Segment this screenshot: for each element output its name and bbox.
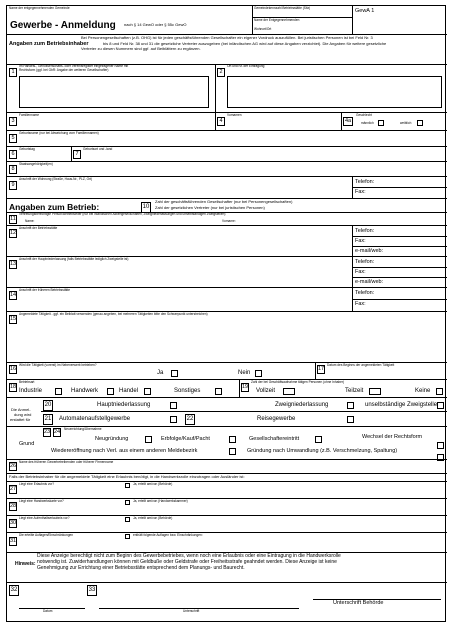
wechsel-rechtsform-checkbox[interactable] bbox=[437, 442, 444, 449]
field-13-label: Anschrift der Hauptniederlassung (falls Betriebsstätte lediglich Zweigstelle ist) bbox=[19, 257, 129, 261]
field-30-ja-checkbox[interactable] bbox=[125, 517, 130, 522]
field-4a-label: Geschlecht bbox=[356, 113, 372, 117]
betriebsart-sonstiges-checkbox[interactable] bbox=[215, 388, 222, 395]
hauptniederlassung-label: Hauptniederlassung bbox=[97, 402, 151, 408]
personen-teilzeit-label: Teilzeit bbox=[345, 388, 364, 394]
betriebsart-industrie-label: Industrie bbox=[19, 388, 43, 394]
female-checkbox[interactable] bbox=[417, 120, 423, 126]
unterschrift-line bbox=[99, 608, 299, 609]
betriebsart-industrie-checkbox[interactable] bbox=[55, 388, 62, 395]
betriebsart-handwerk-checkbox[interactable] bbox=[107, 388, 114, 395]
unterschrift-behoerde-label: Unterschrift Behörde bbox=[333, 600, 384, 606]
betrieb-heading: Angaben zum Betrieb: bbox=[9, 202, 100, 212]
field-23-label: Neuerrichtung/Übernahme bbox=[64, 427, 102, 431]
field-7-label: Geburtsort und -land bbox=[83, 147, 113, 151]
field-2-input[interactable] bbox=[227, 76, 442, 108]
field-number-30: 30 bbox=[10, 520, 17, 526]
hinweis-label: Hinweis: bbox=[15, 561, 36, 567]
field-4-label: Vornamen bbox=[227, 113, 242, 117]
field-27-ja-checkbox[interactable] bbox=[125, 483, 130, 488]
hinweis-text: Diese Anzeige berechtigt nicht zum Beginn des Gewerbebetriebes, wenn noch eine Erlaubnis oder eine Eintragung in die Handwerksrolle notwendig ist. Zuwiderhandlungen können mit Geldbuße oder Geldstrafe oder Freiheitsstrafe geahndet werden. Diese Anzeige ist keine Genehmigung zur Errichtung einer Betriebsstätte entsprechend dem Planungs- und Baurecht. bbox=[37, 553, 341, 571]
field-12-label: Anschrift der Betriebsstätte bbox=[19, 226, 58, 230]
field-number-3: 3 bbox=[9, 117, 17, 126]
gruendung-umwandlung-label: Gründung nach Umwandlung (z.B. Verschmelzung, Spaltung) bbox=[247, 448, 398, 454]
neugruendung-checkbox[interactable] bbox=[145, 436, 152, 443]
field-11-name-label: Name: bbox=[25, 219, 35, 223]
intro-text-2: bis 8 und Feld Nr. 38 und 31 die gesetzliche Vertreter auszugeben (bei inländischen AG wird auf diese Angaben verzichtet). Die Angaben für weitere gesetzliche bbox=[103, 41, 387, 46]
field-11-label: Vertretungsberechtigte Person/Betriebsleiter (nur bei inländischen Aktiengesellschaften, Zweigniederlassungen und unselbständigen Zweigstellen) bbox=[19, 212, 226, 216]
datum-label: Datum bbox=[43, 609, 53, 613]
betriebsart-handel-label: Handel bbox=[119, 388, 139, 394]
personen-vollzeit-label: Vollzeit bbox=[256, 388, 276, 394]
field-number-22: 22 bbox=[185, 414, 195, 425]
field-9-label: Anschrift der Wohnung (Straße, Haus-Nr., PLZ, Ort) bbox=[19, 177, 93, 181]
field-number-31: 31 bbox=[10, 538, 17, 544]
zweigniederlassung-checkbox[interactable] bbox=[347, 402, 354, 409]
personen-teilzeit-input[interactable] bbox=[369, 388, 381, 395]
field-number-15: 15 bbox=[10, 316, 17, 322]
reisegewerbe-label: Reisegewerbe bbox=[257, 416, 296, 422]
erbfolge-checkbox[interactable] bbox=[229, 436, 236, 443]
field-number-24: 24 bbox=[54, 429, 61, 435]
field-30-label: Liegt eine Aufenthaltserlaubnis vor? bbox=[19, 516, 70, 520]
gesellschaftereintritt-label: Gesellschaftereintritt bbox=[249, 436, 300, 442]
personen-vollzeit-input[interactable] bbox=[283, 388, 295, 395]
erlaubnis-intro: Falls der Betriebsinhaber für die angemeldete Tätigkeit eine Erlaubnis benötigt, in die Handwerksrolle einzutragen oder Ausländer ist: bbox=[9, 474, 245, 479]
field-12-telefon-label: Telefon: bbox=[355, 228, 375, 234]
field-12-email-label: e-mail/web: bbox=[355, 248, 384, 254]
field-28-ja-label: Ja, erteilt am/von (Handwerkskammer) bbox=[133, 499, 188, 503]
field-26-label: Name des früheren Gewerbetreibenden oder früherer Firmenname bbox=[19, 460, 114, 464]
field-number-14: 14 bbox=[10, 292, 17, 298]
field-number-2: 2 bbox=[217, 68, 225, 77]
field-number-4a: 4a bbox=[344, 118, 352, 124]
field-number-10: 10 bbox=[141, 202, 151, 213]
field-16-ja-label: Ja bbox=[157, 370, 164, 376]
neugruendung-label: Neugründung bbox=[95, 436, 129, 442]
betriebsart-handwerk-label: Handwerk bbox=[71, 388, 99, 394]
field-6-label: Geburtstag bbox=[19, 147, 35, 151]
kennzahl-label: Gemeindekennzahl Betriebsstätte (Sitz) bbox=[254, 6, 311, 10]
field-3-label: Familienname bbox=[19, 113, 40, 117]
erbfolge-label: Erbfolge/Kauf/Pacht bbox=[161, 436, 210, 442]
field-12-fax-label: Fax: bbox=[355, 238, 366, 244]
betriebsart-handel-checkbox[interactable] bbox=[144, 388, 151, 395]
personen-keine-label: Keine bbox=[415, 388, 431, 394]
field-14-fax-label: Fax: bbox=[355, 301, 366, 307]
field-number-7: 7 bbox=[73, 150, 81, 159]
unselbstaendige-zweigstelle-label: unselbständige Zweigstelle bbox=[365, 402, 438, 408]
field-2-label: Ort und Nr. der Eintragung bbox=[227, 64, 265, 68]
field-number-5: 5 bbox=[9, 134, 17, 143]
automatenaufstellgewerbe-checkbox[interactable] bbox=[170, 416, 177, 423]
field-18-label: Betriebsart bbox=[19, 380, 35, 384]
field-number-26: 26 bbox=[10, 463, 17, 469]
intro-text-3: Vertreter zu diesen Nummern sind ggf. auf Beiblättern zu ergänzen. bbox=[81, 46, 201, 51]
field-number-21: 21 bbox=[43, 414, 53, 425]
form-code: GewA 1 bbox=[355, 8, 375, 14]
field-9-fax-label: Fax: bbox=[355, 189, 366, 195]
field-number-18: 18 bbox=[10, 384, 17, 390]
gewerbe-anmeldung-form bbox=[6, 5, 446, 622]
wiedereroeffnung-label: Wiedereröffnung nach Verl. aus einem anderen Meldebezirk bbox=[51, 448, 198, 454]
grund-label: Grund bbox=[19, 441, 35, 447]
field-number-12: 12 bbox=[10, 230, 17, 236]
field-10-option-2: Zahl der gesetzlichen Vertreter (nur bei juristischen Personen) bbox=[155, 205, 265, 210]
field-9-telefon-label: Telefon: bbox=[355, 179, 375, 185]
field-number-6: 6 bbox=[9, 150, 17, 159]
field-number-16: 16 bbox=[10, 366, 17, 372]
betriebsart-sonstiges-label: Sonstiges bbox=[174, 388, 201, 394]
field-8-label: Staatsangehörigkeit(en) bbox=[19, 162, 53, 166]
field-number-17: 17 bbox=[318, 366, 325, 372]
field-11-vorname-label: Vorname: bbox=[222, 219, 236, 223]
field-number-33: 33 bbox=[87, 585, 97, 596]
field-13-telefon-label: Telefon: bbox=[355, 259, 375, 265]
field-20-lead-2: dung wird bbox=[14, 412, 32, 417]
field-number-1: 1 bbox=[9, 68, 17, 77]
field-14-label: Anschrift der früheren Betriebsstätte bbox=[19, 288, 71, 292]
form-title: Gewerbe - Anmeldung bbox=[10, 20, 116, 31]
hauptniederlassung-checkbox[interactable] bbox=[170, 402, 177, 409]
field-number-9: 9 bbox=[9, 181, 17, 190]
field-5-label: Geburtsname (nur bei Abweichung vom Familiennamen) bbox=[19, 131, 99, 135]
field-10-option-1: Zahl der geschäftsführenden Gesellschafter (nur bei Personengesellschaften) bbox=[155, 199, 293, 204]
field-27-ja-label: Ja, erteilt am/von (Behörde) bbox=[133, 482, 173, 486]
field-13-email-label: e-mail/web: bbox=[355, 279, 384, 285]
gesellschaftereintritt-checkbox[interactable] bbox=[315, 436, 322, 443]
intro-lead: Angaben zum Betriebsinhaber bbox=[9, 41, 89, 47]
field-19-label: Zahl der bei Geschäftsaufnahme tätigen Personen (ohne Inhaber) bbox=[251, 380, 345, 384]
intro-text-1: Bei Personengesellschaften (z.B. OHG) ist für jeden geschäftsführenden Gesellschafter ein eigener Vordruck auszufüllen. Bei juristischen Personen ist bei Feld Nr. 3 bbox=[81, 35, 373, 40]
field-number-32: 32 bbox=[9, 585, 19, 596]
field-20-lead-3: erstattet für bbox=[10, 417, 31, 422]
field-16-nein-checkbox[interactable] bbox=[255, 370, 262, 377]
field-31-ja-label: enthält folgende Auflagen bzw. Einschränkungen: bbox=[133, 533, 203, 537]
personen-keine-checkbox[interactable] bbox=[436, 388, 443, 395]
field-31-label: Die erteilte Auflagen/Einschränkungen bbox=[19, 533, 74, 537]
field-number-27: 27 bbox=[10, 486, 17, 492]
field-31-ja-checkbox[interactable] bbox=[125, 534, 130, 539]
male-label: männlich bbox=[361, 121, 374, 125]
datum-line bbox=[19, 608, 85, 609]
kommune-label: Name der entgegennehmenden Gemeinde bbox=[9, 6, 70, 10]
field-number-4: 4 bbox=[217, 117, 225, 126]
field-20-lead-1: Die Anmel- bbox=[11, 407, 31, 412]
field-28-label: Liegt eine Handwerkskarte vor? bbox=[19, 499, 64, 503]
field-30-ja-label: Ja, erteilt am/von (Behörde) bbox=[133, 516, 173, 520]
unterschrift-label: Unterschrift bbox=[183, 609, 200, 613]
wiedereroeffnung-checkbox[interactable] bbox=[229, 448, 236, 455]
field-number-8: 8 bbox=[9, 165, 17, 174]
field-number-11: 11 bbox=[10, 216, 16, 222]
unselbstaendige-zweigstelle-checkbox[interactable] bbox=[437, 402, 444, 409]
field-number-19: 19 bbox=[242, 384, 249, 390]
field-27-label: Liegt eine Erlaubnis vor? bbox=[19, 482, 55, 486]
field-16-nein-label: Nein bbox=[238, 370, 251, 376]
wechsel-rechtsform-label: Wechsel der Rechtsform bbox=[362, 434, 423, 440]
field-number-13: 13 bbox=[10, 261, 17, 267]
field-number-28: 28 bbox=[10, 503, 17, 509]
field-14-telefon-label: Telefon: bbox=[355, 290, 375, 296]
zweigniederlassung-label: Zweigniederlassung bbox=[275, 402, 329, 408]
field-28-ja-checkbox[interactable] bbox=[125, 500, 130, 505]
automatenaufstellgewerbe-label: Automatenaufstellgewerbe bbox=[59, 416, 131, 422]
male-checkbox[interactable] bbox=[378, 120, 384, 126]
field-number-20: 20 bbox=[43, 400, 53, 411]
gemeinde-label: Name der Entgegennehmenden bbox=[254, 18, 300, 22]
reisegewerbe-checkbox[interactable] bbox=[347, 416, 354, 423]
form-subtitle: nach § 14 GewO oder § 55c GewO bbox=[124, 22, 187, 27]
female-label: weiblich bbox=[400, 121, 412, 125]
field-17-label: Datum des Beginns der angemeldeten Tätigkeit bbox=[327, 363, 395, 367]
field-1-label: Im Handels-, Genossenschafts- oder Vereinsregister eingetragener Name mit Rechtsform (ggf. bei GbR: Angabe der weiteren Gesellschafter) bbox=[19, 64, 129, 72]
field-16-ja-checkbox[interactable] bbox=[171, 370, 178, 377]
field-number-23: 23 bbox=[44, 429, 51, 435]
field-1-input[interactable] bbox=[19, 76, 209, 108]
wohnort-label: Wohnort/Ort bbox=[254, 27, 272, 31]
field-15-label: Angemeldete Tätigkeit - ggf. ein Beiblatt verwenden (genau angeben, bei mehreren Tätigkeiten bitte den Schwerpunkt unterstreichen) bbox=[19, 312, 208, 316]
field-16-label: Wird die Tätigkeit (vorerst) im Nebenerwerb betrieben? bbox=[19, 363, 97, 367]
field-13-fax-label: Fax: bbox=[355, 269, 366, 275]
